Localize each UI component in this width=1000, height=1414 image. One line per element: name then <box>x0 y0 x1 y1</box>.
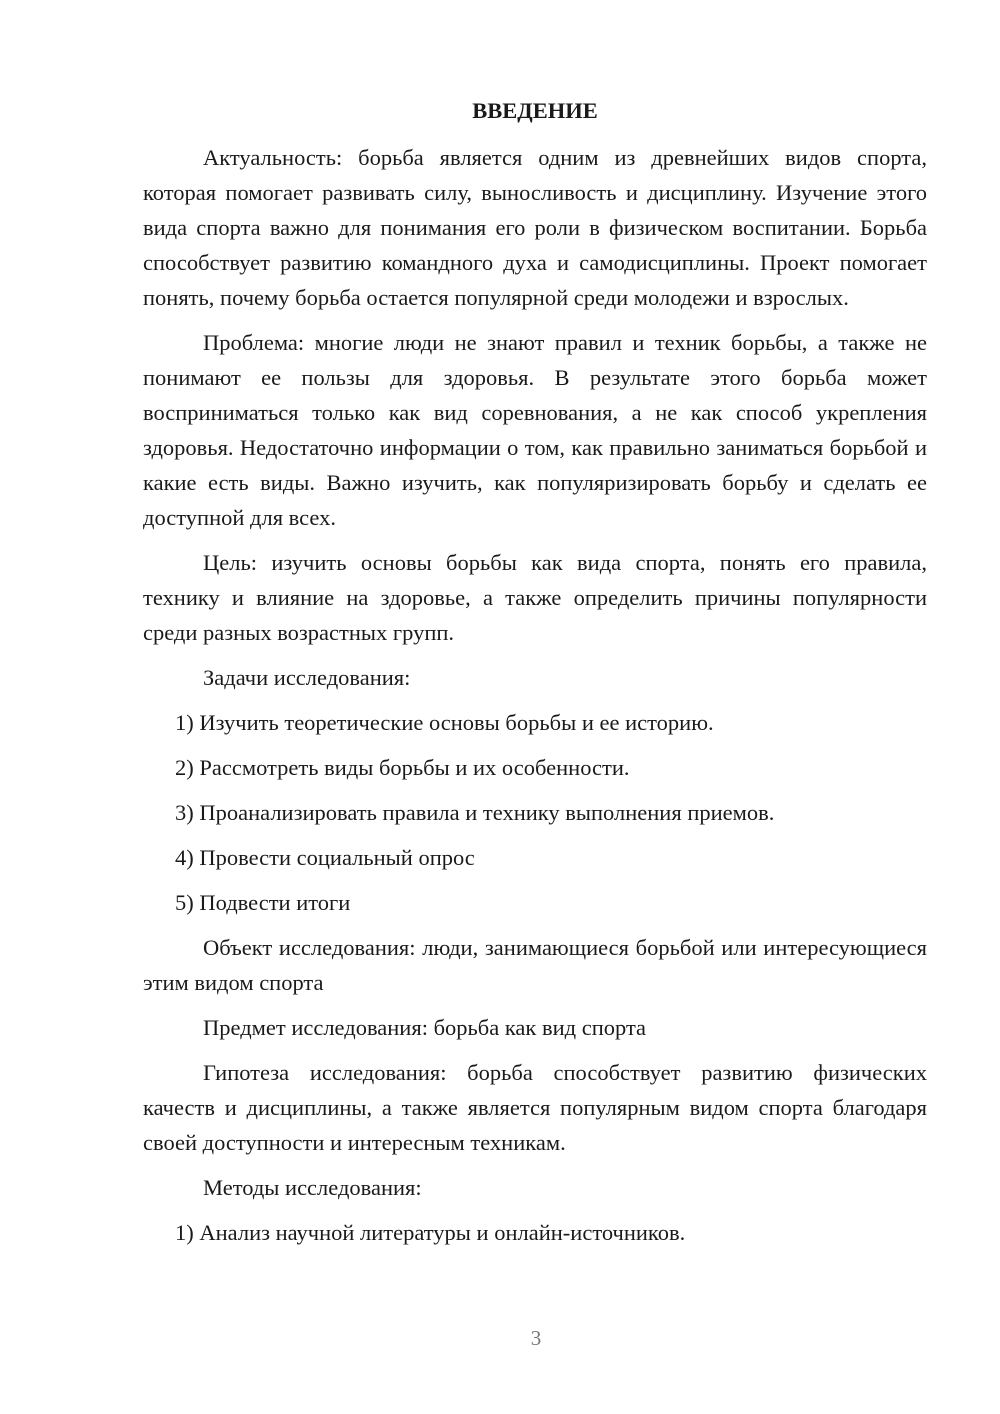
page-number: 3 <box>530 1326 542 1350</box>
task-item-3: 3) Проанализировать правила и технику выполнения приемов. <box>175 800 775 825</box>
methods-heading: Методы исследования: <box>203 1175 422 1200</box>
relevance-paragraph: Актуальность: борьба является одним из древнейших видов спорта, которая помогает развивать силу, выносливость и дисциплину. Изучение этого вида спорта важно для понимания его роли в физическом воспитании. Борьба способствует развитию командного духа и самодисциплины. Проект помогает понять, почему борьба остается популярной среди молодежи и взрослых. <box>143 145 927 310</box>
task-item-1: 1) Изучить теоретические основы борьбы и ее историю. <box>175 710 714 735</box>
task-item-2: 2) Рассмотреть виды борьбы и их особенности. <box>175 755 630 780</box>
goal-paragraph: Цель: изучить основы борьбы как вида спорта, понять его правила, технику и влияние на здоровье, а также определить причины популярности среди разных возрастных групп. <box>143 550 927 645</box>
task-item-4: 4) Провести социальный опрос <box>175 845 475 870</box>
object-paragraph: Объект исследования: люди, занимающиеся борьбой или интересующиеся этим видом спорта <box>143 935 927 995</box>
page-title: ВВЕДЕНИЕ <box>472 98 598 123</box>
subject-paragraph: Предмет исследования: борьба как вид спорта <box>203 1015 647 1040</box>
method-item-1: 1) Анализ научной литературы и онлайн-источников. <box>175 1220 686 1245</box>
task-item-5: 5) Подвести итоги <box>175 890 351 915</box>
hypothesis-paragraph: Гипотеза исследования: борьба способствует развитию физических качеств и дисциплины, а также является популярным видом спорта благодаря своей доступности и интересным техникам. <box>143 1060 927 1155</box>
problem-paragraph: Проблема: многие люди не знают правил и техник борьбы, а также не понимают ее пользы для здоровья. В результате этого борьба может восприниматься только как вид соревнования, а не как способ укрепления здоровья. Недостаточно информации о том, как правильно заниматься борьбой и какие есть виды. Важно изучить, как популяризировать борьбу и сделать ее доступной для всех. <box>143 330 927 530</box>
tasks-heading: Задачи исследования: <box>203 665 411 690</box>
page-content <box>143 96 927 1260</box>
